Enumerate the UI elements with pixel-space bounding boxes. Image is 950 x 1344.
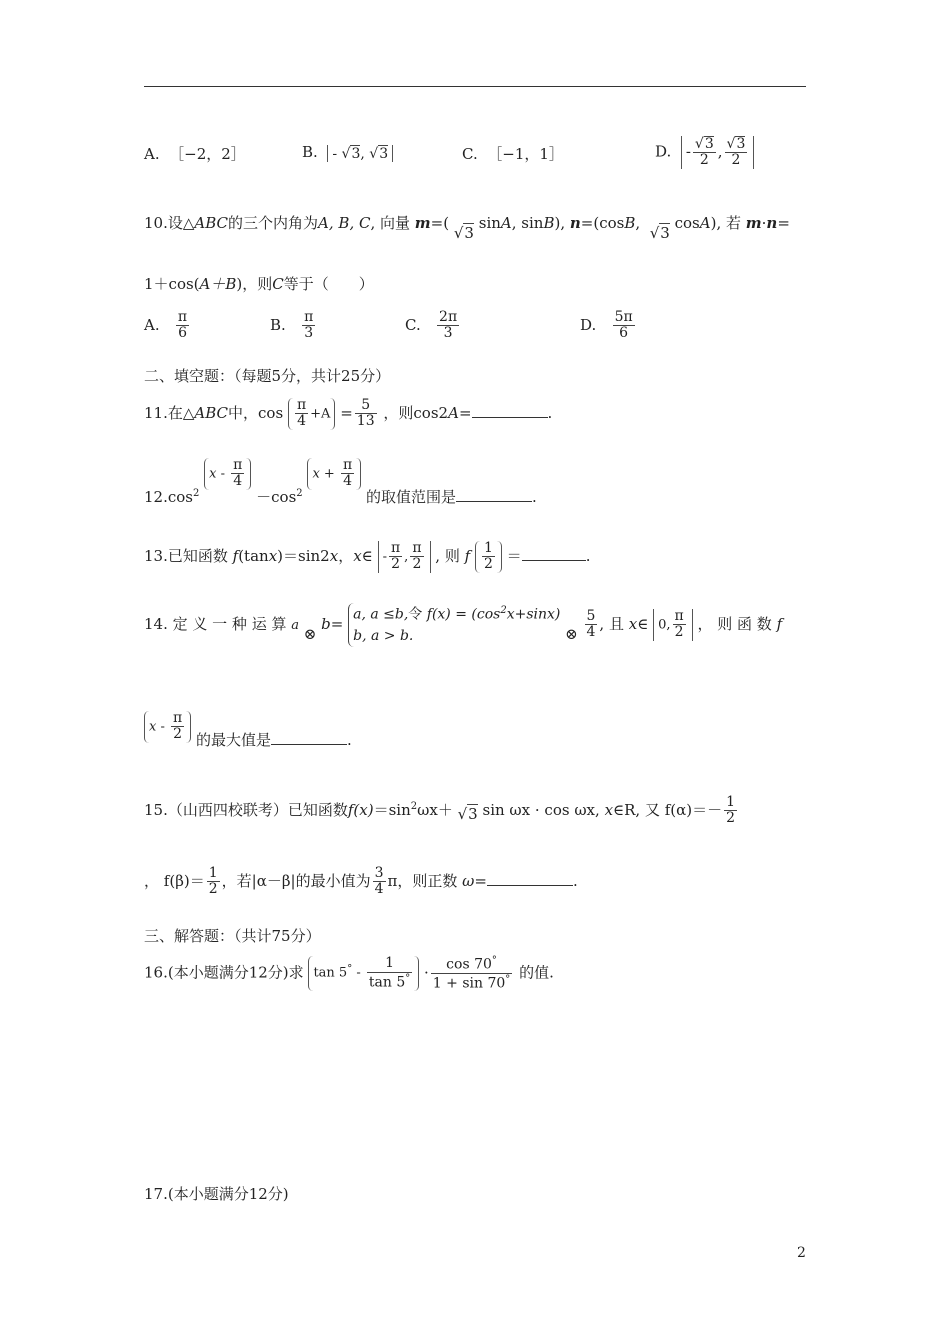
q10-option-b: B. $\frac{\pi}{3}$ [270,309,314,342]
q10-option-d: D. $\frac{5\pi}{6}$ [580,309,633,342]
q10-option-a: A. $\frac{\pi}{6}$ [144,309,188,342]
q16: 16.(本小题满分12分)求 tan 5° - $\frac{1}{\tan 5^\circ}$ · $\frac{\cos 70^\circ}{1 + \sin 70^\circ}$ 的值. [144,955,554,992]
q10-line1: 10.设△ABC的三个内角为A, B, C, 向量 m=( √3 sinA, sinB), n=(cosB, √3 cosA), 若 m·n= [144,214,790,242]
q12: $12.\cos^2$ x - $\frac{\pi}{4}$ $-\cos^2$ x + $\frac{\pi}{4}$ 的取值范围是 . [144,457,537,506]
q17: 17.(本小题满分12分) [144,1185,289,1203]
q11: 11.在△ABC中，cos $\frac{\pi}{4}$ +A = $\frac{5}{13}$ ，则cos2A= . [144,397,553,430]
q9-option-c: C. ［−1，1］ [462,145,564,163]
q9-b-interval: - √3, √3 [327,145,393,162]
q15-line2: ， f(β)＝ $\frac{1}{2}$ ，若|α－β|的最小值为 $\frac{3}{4}$ π，则正数 ω= . [144,865,578,898]
q9-d-interval: - $\frac{√3}{2}$ , $\frac{√3}{2}$ [681,136,755,169]
q9-option-d: D. - $\frac{√3}{2}$ , $\frac{√3}{2}$ [655,136,754,169]
q14-line1: 14. 定 义 一 种 运 算 a ⊗ b= a, a ≤b,令 $f(x) = (\cos^2x+\sin x)$ b, a > b. ⊗ $\frac{5}{4}$ , 且 x∈ 0, $\frac{\pi}{2}$ ， 则 函 数 f [144,603,782,647]
q13: 13.已知函数 f(tanx)＝sin2x，x∈ - $\frac{\pi}{2}$ , $\frac{\pi}{2}$ , 则 f $\frac{1}{2}$ ＝ . [144,540,591,573]
header-rule [144,86,806,87]
section-3-heading: 三、解答题：（共计75分） [144,927,321,945]
section-2-heading: 二、填空题：（每题5分，共计25分） [144,367,391,385]
q9-option-b: B. - √3, √3 [302,143,393,162]
q14-line2: x - $\frac{\pi}{2}$ 的最大值是 . [144,711,352,743]
q10-line2: 1＋cos(A＋B)，则C等于（ ） [144,275,374,293]
q10-option-c: C. $\frac{2\pi}{3}$ [405,309,458,342]
q14-cases: a, a ≤b,令 $f(x) = (\cos^2x+\sin x)$ b, a > b. [348,603,560,647]
q9-option-a: A. ［−2，2］ [144,145,246,163]
page-number: 2 [797,1245,806,1261]
q15-line1: 15.（山西四校联考）已知函数$f(x)=\sin^2\omega x+ √3$ sin ωx · cos ωx, x∈R, 又 f(α)＝－ $\frac{1}{2}$ [144,794,736,827]
